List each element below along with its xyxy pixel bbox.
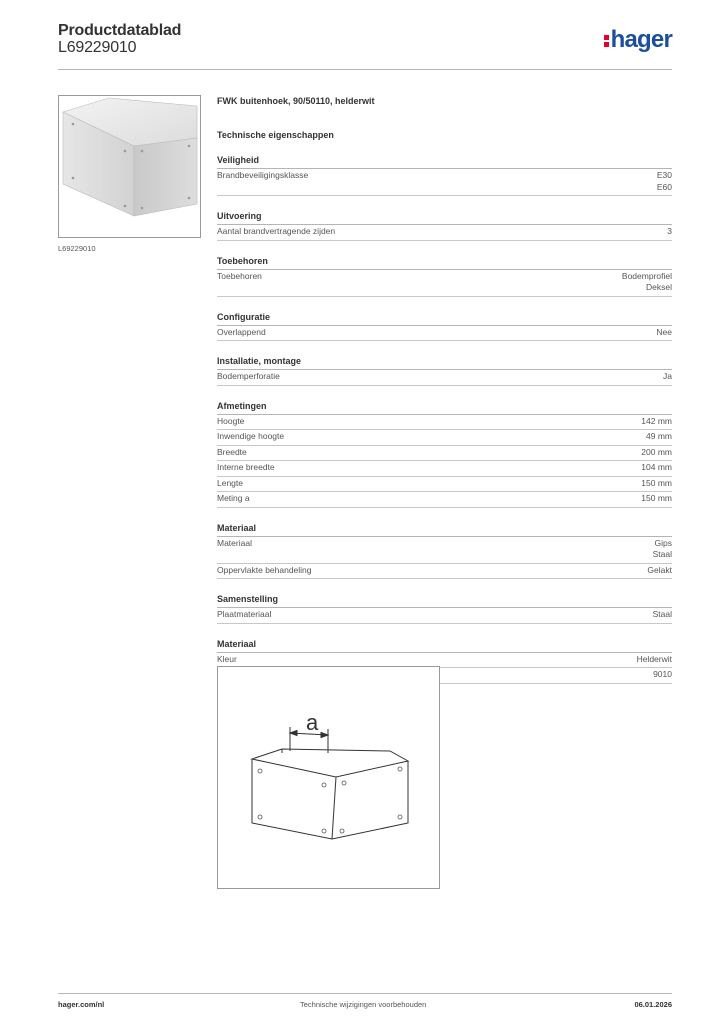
spec-label: Oppervlakte behandeling (217, 564, 312, 575)
spec-value-line: Bodemprofiel (621, 270, 672, 281)
spec-value-line: Helderwit (636, 653, 672, 664)
spec-group-title: Samenstelling (217, 593, 672, 608)
spec-value-line: E60 (656, 181, 672, 192)
page-footer (58, 993, 672, 1017)
spec-row (217, 537, 672, 564)
spec-value-line: 104 mm (641, 462, 672, 472)
spec-label: Toebehoren (217, 270, 262, 281)
spec-label: Bodemperforatie (217, 371, 280, 381)
spec-value (646, 431, 672, 443)
hager-logo (604, 28, 672, 52)
spec-group-title: Veiligheid (217, 154, 672, 169)
spec-value (622, 271, 672, 294)
spec-value (637, 654, 672, 666)
spec-row (217, 326, 672, 342)
logo-text: hager (610, 26, 672, 53)
spec-value (663, 371, 672, 383)
spec-group-title: Toebehoren (217, 255, 672, 270)
spec-value (641, 493, 672, 505)
spec-label: Breedte (217, 446, 247, 457)
spec-label: Meting a (217, 493, 250, 503)
spec-row (217, 169, 672, 196)
spec-group-title: Materiaal (217, 638, 672, 653)
spec-value (653, 609, 672, 621)
spec-groups (217, 154, 672, 684)
spec-label: Lengte (217, 477, 243, 488)
spec-value (641, 462, 672, 474)
photo-caption: L69229010 (58, 244, 96, 253)
spec-row (217, 564, 672, 580)
document-title: Productdatablad (58, 22, 182, 39)
footer-website: hager.com/nl (58, 1000, 105, 1009)
spec-value-line: 3 (667, 226, 672, 236)
spec-value-line: 9010 (653, 669, 672, 679)
spec-label: Materiaal (217, 537, 252, 548)
product-photo (58, 95, 201, 238)
spec-group (217, 311, 672, 342)
spec-row (217, 430, 672, 446)
spec-row (217, 370, 672, 386)
spec-row (217, 461, 672, 477)
spec-row (217, 415, 672, 431)
spec-row (217, 477, 672, 493)
spec-value-line: 49 mm (646, 431, 672, 441)
document-code: L69229010 (58, 39, 137, 56)
spec-value-line: Deksel (646, 282, 672, 292)
spec-label: Kleur (217, 653, 237, 664)
spec-group-title: Afmetingen (217, 400, 672, 415)
spec-value-line: 142 mm (641, 415, 672, 426)
spec-group-title: Installatie, montage (217, 355, 672, 370)
dimension-label: a (306, 710, 319, 735)
spec-value-line: Ja (663, 371, 672, 381)
section-technical-properties: Technische eigenschappen (217, 130, 334, 140)
spec-row (217, 270, 672, 297)
spec-value (657, 170, 672, 193)
spec-value-line: Gips (654, 537, 672, 548)
spec-group (217, 522, 672, 580)
spec-value-line: Gelakt (647, 564, 672, 575)
spec-label: Hoogte (217, 415, 245, 426)
spec-value (641, 478, 672, 490)
technical-drawing (217, 666, 440, 889)
spec-row (217, 608, 672, 624)
logo-dots-icon (604, 28, 610, 48)
spec-row (217, 446, 672, 462)
spec-label: Interne breedte (217, 462, 275, 472)
spec-value-line: E30 (656, 170, 672, 180)
spec-row (217, 225, 672, 241)
spec-value-line: Nee (656, 326, 672, 337)
spec-group (217, 400, 672, 508)
spec-row (217, 492, 672, 508)
spec-content (217, 95, 672, 716)
spec-value (641, 447, 672, 459)
spec-label: Inwendige hoogte (217, 431, 285, 441)
footer-note: Technische wijzigingen voorbehouden (300, 1000, 427, 1009)
spec-value-line: 150 mm (641, 493, 672, 503)
spec-group (217, 355, 672, 386)
spec-label: Aantal brandvertragende zijden (217, 226, 336, 236)
spec-label: Overlappend (217, 326, 266, 337)
spec-value-line: Staal (652, 609, 672, 619)
spec-label: Plaatmateriaal (217, 609, 272, 619)
spec-value (641, 416, 672, 428)
spec-value-line: 200 mm (641, 446, 672, 457)
spec-group (217, 210, 672, 241)
spec-value (656, 327, 672, 339)
spec-group (217, 255, 672, 297)
spec-value (667, 226, 672, 238)
spec-value-line: Staal (652, 549, 672, 559)
spec-group-title: Materiaal (217, 522, 672, 537)
spec-value-line: 150 mm (641, 477, 672, 488)
footer-date: 06.01.2026 (634, 1000, 672, 1009)
spec-value (653, 538, 672, 561)
spec-group-title: Configuratie (217, 311, 672, 326)
spec-group (217, 593, 672, 624)
product-title: FWK buitenhoek, 90/50110, helderwit (217, 96, 375, 106)
spec-value (653, 669, 672, 681)
spec-value (647, 565, 672, 577)
spec-label: Brandbeveiligingsklasse (217, 170, 309, 180)
page-header (58, 22, 672, 70)
spec-group-title: Uitvoering (217, 210, 672, 225)
spec-group (217, 154, 672, 196)
